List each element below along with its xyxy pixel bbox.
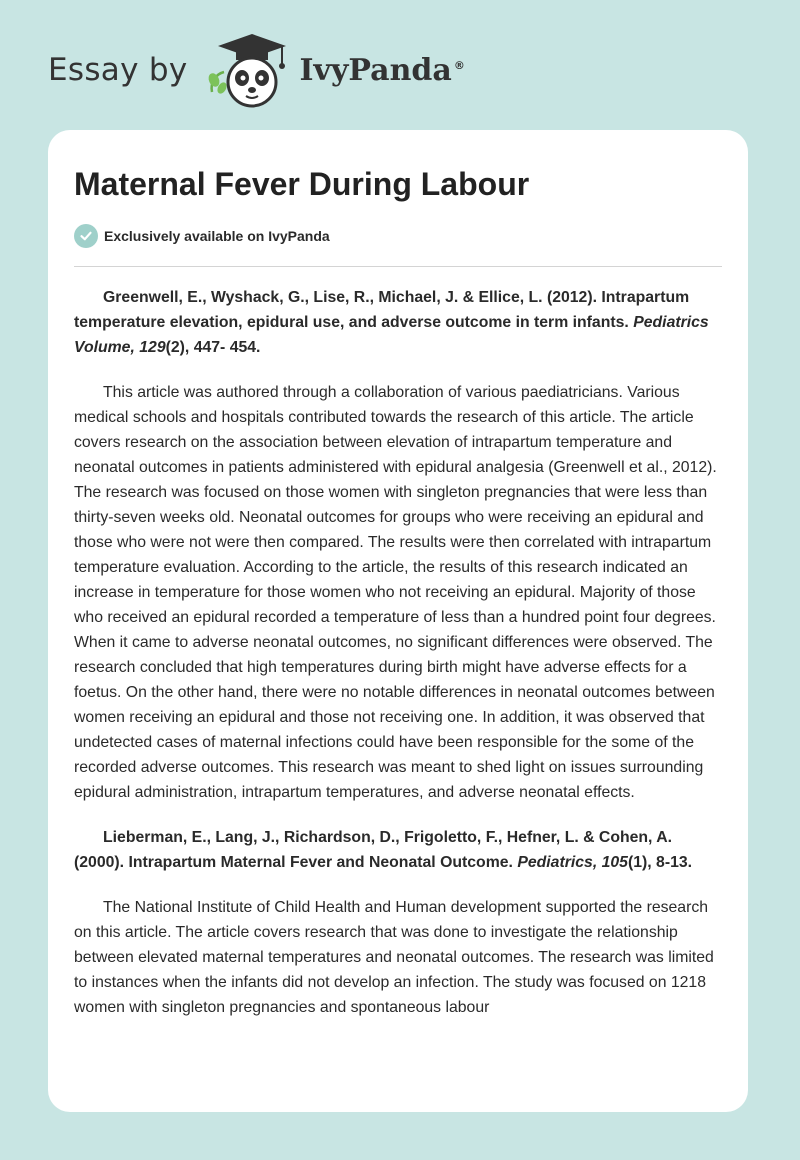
reference-journal: Pediatrics Volume, 129 — [74, 314, 709, 356]
brand-text: IvyPanda — [299, 52, 452, 88]
exclusive-label: Exclusively available on IvyPanda — [104, 228, 330, 244]
registered-mark: ® — [453, 58, 465, 72]
essay-by-label: Essay by — [48, 52, 188, 88]
reference-text: Greenwell, E., Wyshack, G., Lise, R., Michael, J. & Ellice, L. (2012). Intrapartum temperature elevation, epidural use, and adverse outcome in term infants. — [74, 289, 690, 331]
site-header — [48, 30, 465, 110]
reference-entry — [74, 285, 722, 360]
page-title: Maternal Fever During Labour — [74, 166, 530, 202]
reference-pages: (1), 8-13. — [627, 854, 693, 871]
reference-text: Lieberman, E., Lang, J., Richardson, D., Frigoletto, F., Hefner, L. & Cohen, A. (2000). Intrapartum Maternal Fever and Neonatal Outcome. — [74, 829, 673, 871]
essay-card — [48, 130, 748, 1112]
check-circle-icon — [74, 224, 98, 248]
essay-body — [74, 285, 722, 1020]
reference-entry — [74, 825, 722, 875]
divider — [74, 266, 722, 267]
panda-graduation-cap-logo-icon[interactable] — [202, 30, 294, 110]
body-paragraph: The National Institute of Child Health and Human development supported the research on this article. The article covers research that was done to investigate the relationship between elevated maternal temperatures and neonatal outcomes. The research was limited to instances when the infants did not develop an infection. The study was focused on 1218 women with singleton pregnancies and spontaneous labour — [74, 899, 714, 1016]
reference-pages: (2), 447- 454. — [165, 339, 261, 356]
reference-journal: Pediatrics, 105 — [517, 854, 628, 871]
body-paragraph: This article was authored through a collaboration of various paediatricians. Various medical schools and hospitals contributed towards the research of this article. The article covers research on the association between elevation of intrapartum temperature and neonatal outcomes in patients administered with epidural analgesia (Greenwell et al., 2012). The research was focused on those women with singleton pregnancies that were less than thirty-seven weeks old. Neonatal outcomes for groups who were receiving an epidural and those who were not were then compared. The results were then correlated with intrapartum temperature evaluation. According to the article, the results of this research indicated an increase in temperature for those women who not receiving an epidural. Majority of those who received an epidural recorded a temperature of less than a hundred point four degrees. When it came to adverse neonatal outcomes, no significant differences were observed. The research concluded that high temperatures during birth might have adverse effects for a foetus. On the other hand, there were no notable differences in neonatal outcomes between women receiving an epidural and those not receiving one. In addition, it was observed that undetected cases of maternal infections could have been responsible for the some of the recorded adverse outcomes. This research was meant to shed light on issues surrounding epidural administration, intrapartum temperatures, and adverse neonatal effects. — [74, 384, 717, 801]
exclusive-badge — [74, 222, 722, 250]
brand-name — [300, 53, 465, 88]
